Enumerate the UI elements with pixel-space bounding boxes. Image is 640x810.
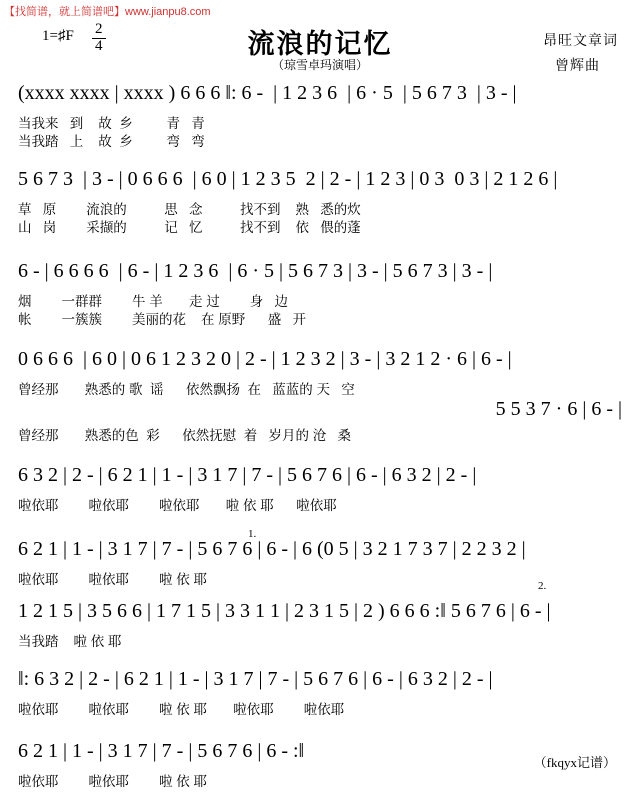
staff-system-5 <box>18 464 622 514</box>
staff-system-4 <box>18 348 622 444</box>
staff-system-8 <box>18 668 622 718</box>
lyricist-credit: 昂旺文章词 <box>543 34 618 49</box>
staff-system-3 <box>18 260 622 328</box>
note-row: 6 2 1 | 1 - | 3 1 7 | 7 - | 5 6 7 6 | 6 - :‖ <box>18 740 305 762</box>
watermark-text: 【找简谱，就上简谱吧】www.jianpu8.com <box>4 6 211 18</box>
lyric-row-1: 当我踏 啦 依 耶 <box>18 634 122 649</box>
note-row: ‖: 6 3 2 | 2 - | 6 2 1 | 1 - | 3 1 7 | 7 - | 5 6 7 6 | 6 - | 6 3 2 | 2 - | <box>18 668 493 690</box>
first-ending-label: 1. <box>248 528 257 540</box>
lyric-row-2: 山 岗 采撷的 记 忆 找不到 依 偎的蓬 <box>18 220 361 235</box>
lyric-row-1: 啦依耶 啦依耶 啦 依 耶 <box>18 774 208 789</box>
note-row: 6 - | 6 6 6 6 | 6 - | 1 2 3 6 | 6 · 5 | 5 6 7 3 | 3 - | 5 6 7 3 | 3 - | <box>18 260 493 282</box>
lyric-row-2: 当我踏 上 故 乡 弯 弯 <box>18 134 205 149</box>
performer-subtitle: （琼雪卓玛演唱） <box>271 58 368 72</box>
transcriber-credit: （fkqyx记谱） <box>533 755 616 770</box>
lyric-row-1: 草 原 流浪的 思 念 找不到 熟 悉的炊 <box>18 202 361 217</box>
note-row: (xxxx xxxx | xxxx ) 6 6 6 ‖: 6 - | 1 2 3 6 | 6 · 5 | 5 6 7 3 | 3 - | <box>18 82 517 104</box>
note-row: 1 2 1 5 | 3 5 6 6 | 1 7 1 5 | 3 3 1 1 | 2 3 1 5 | 2 ) 6 6 6 :‖ 5 6 7 6 | 6 - | <box>18 600 551 622</box>
lyric-row-1: 当我来 到 故 乡 青 青 <box>18 116 205 131</box>
second-ending-label: 2. <box>538 580 547 592</box>
page-title: 流浪的记忆 <box>247 29 393 59</box>
note-row: 6 3 2 | 2 - | 6 2 1 | 1 - | 3 1 7 | 7 - | 5 6 7 6 | 6 - | 6 3 2 | 2 - | <box>18 464 477 486</box>
staff-system-9 <box>18 740 622 790</box>
note-row: 5 6 7 3 | 3 - | 0 6 6 6 | 6 0 | 1 2 3 5 2 | 2 - | 1 2 3 | 0 3 0 3 | 2 1 2 6 | <box>18 168 558 190</box>
lyric-row-1: 啦依耶 啦依耶 啦依耶 啦 依 耶 啦依耶 <box>18 498 337 513</box>
time-signature-denominator: 4 <box>95 37 103 54</box>
lyric-row-2: 帐 一簇簇 美丽的花 在 原野 盛 开 <box>18 312 307 327</box>
key-signature: 1=♯F <box>42 28 74 44</box>
staff-system-1 <box>18 82 622 150</box>
lyric-row-1: 曾经那 熟悉的 歌 谣 依然飘扬 在 蓝蓝的 天 空 <box>18 382 355 397</box>
staff-system-2 <box>18 168 622 236</box>
note-row: 6 2 1 | 1 - | 3 1 7 | 7 - | 5 6 7 6 | 6 - | 6 (0 5 | 3 2 1 7 3 7 | 2 2 3 2 | <box>18 538 526 560</box>
lyric-row-2: 曾经那 熟悉的色 彩 依然抚慰 着 岁月的 沧 桑 <box>18 428 352 443</box>
staff-system-6 <box>18 538 622 588</box>
lyric-row-1: 啦依耶 啦依耶 啦 依 耶 啦依耶 啦依耶 <box>18 702 345 717</box>
time-signature-numerator: 2 <box>92 22 106 39</box>
lyric-row-1: 啦依耶 啦依耶 啦 依 耶 <box>18 572 208 587</box>
lyric-row-1: 烟 一群群 牛 羊 走 过 身 边 <box>18 294 289 309</box>
composer-credit: 曾辉曲 <box>555 59 600 74</box>
note-row: 0 6 6 6 | 6 0 | 0 6 1 2 3 2 0 | 2 - | 1 2 3 2 | 3 - | 3 2 1 2 · 6 | 6 - | <box>18 348 512 370</box>
note-row-alternate: 5 5 3 7 · 6 | 6 - | <box>495 398 622 420</box>
